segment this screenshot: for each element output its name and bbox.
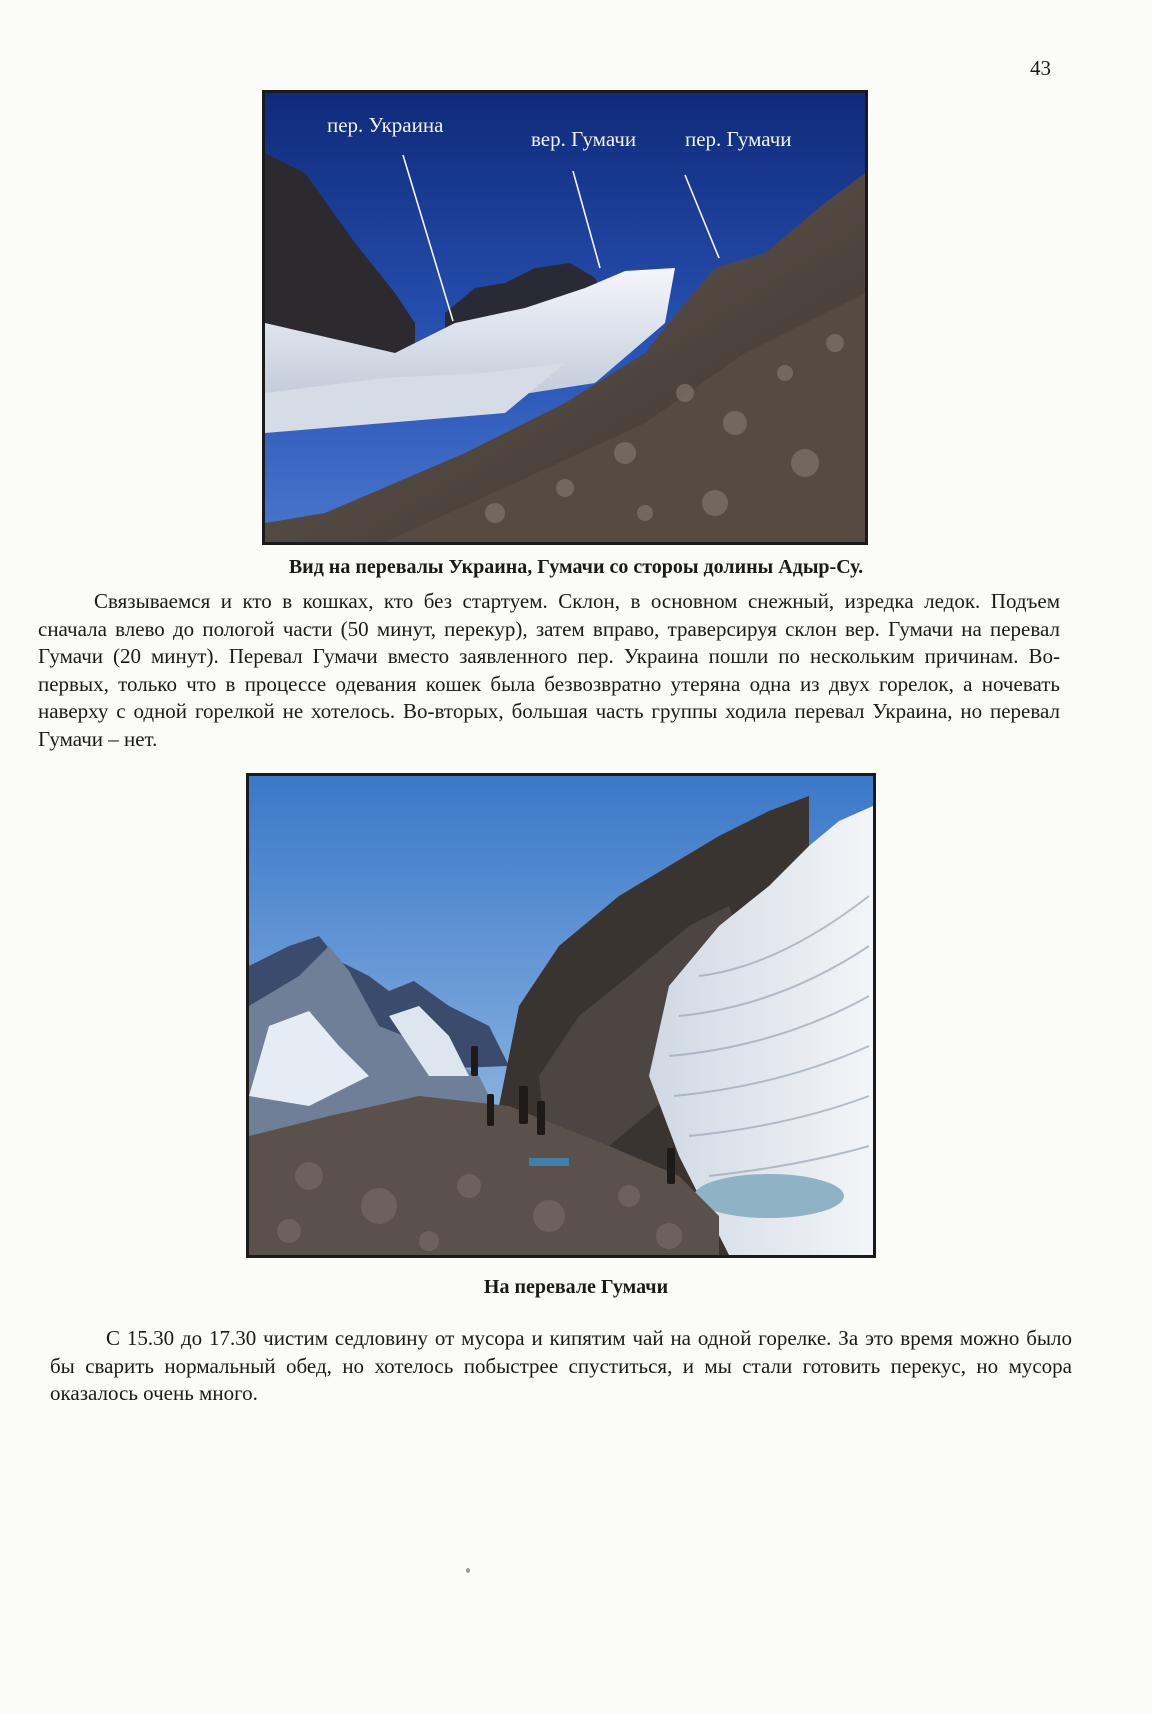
label-pass-gumachi: пер. Гумачи [685,127,792,151]
page-number: 43 [1030,56,1051,80]
paragraph-1 [38,588,1060,753]
paragraph-2-text: С 15.30 до 17.30 чистим седловину от мусора и кипятим чай на одной горелке. За это время можно было бы сварить нормальный обед, но хотелось побыстрее спуститься, и мы стали готовить перекус, но мусора оказалось очень много. [50,1326,1072,1405]
label-pass-ukraina: пер. Украина [327,113,444,137]
paragraph-2 [50,1325,1072,1408]
paragraph-1-text: Связываемся и кто в кошках, кто без стартуем. Склон, в основном снежный, изредка ледок. Подъем сначала влево до пологой части (50 минут, перекур), затем вправо, траверсируя склон вер. Гумачи на перевал Гумачи (20 минут). Перевал Гумачи вместо заявленного пер. Украина пошли по нескольким причинам. Во-первых, только что в процессе одевания кошек была безвозвратно утеряна одна из двух горелок, а ночевать наверху с одной горелкой не хотелось. Во-вторых, большая часть группы ходила перевал Украина, но перевал Гумачи – нет. [38,589,1060,751]
mountain-photo-2 [249,776,873,1255]
figure2-caption: На перевале Гумачи [483,1276,669,1298]
photo-passes-view [262,90,868,545]
mountain-photo-1 [265,93,865,542]
photo-gumachi-pass [246,773,876,1258]
label-peak-gumachi: вер. Гумачи [531,127,637,151]
figure1-caption: Вид на перевалы Украина, Гумачи со стороы долины Адыр-Су. [288,556,864,578]
scan-speck [466,1568,470,1573]
